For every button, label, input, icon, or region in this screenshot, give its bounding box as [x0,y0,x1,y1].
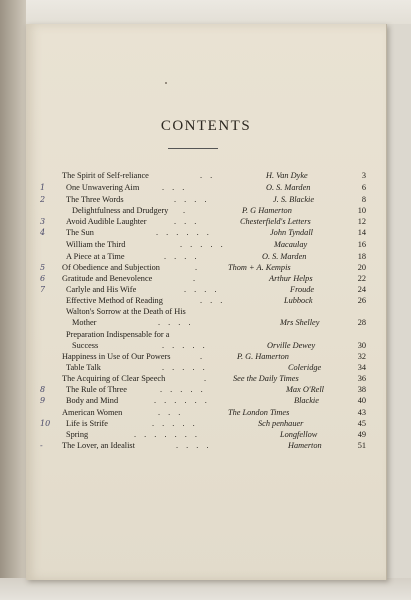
page-number: 24 [357,285,366,294]
leader-dots: . [200,352,206,361]
page-number: 40 [357,396,366,405]
book-page [26,24,387,580]
entry-title: Delightfulness and Drudgery [72,206,169,215]
page-number: 22 [357,274,366,283]
entry-author: O. S. Marden [266,183,311,192]
toc-row [62,362,380,373]
toc-row [62,306,380,317]
entry-author: Chesterfield's Letters [240,217,311,226]
page-number: 49 [357,430,366,439]
entry-title: Gratitude and Benevolence [62,274,153,283]
toc-row [62,251,380,262]
entry-author: J. S. Blackie [273,195,315,204]
handwritten-margin-number: 3 [40,217,46,226]
faint-show-through [102,546,172,552]
leader-dots: . . . . [164,252,200,261]
entry-author: P. G. Hamerton [237,352,289,361]
toc-row [62,170,380,181]
entry-title: The Rule of Three [66,385,127,394]
page-number: 45 [357,419,366,428]
entry-title: Mother [72,318,97,327]
entry-author: Thom + A. Kempis [228,263,291,272]
entry-author: The London Times [228,408,290,417]
toc-row [62,262,380,273]
book-binding [0,0,26,600]
page-number: 3 [361,171,366,180]
toc-row [62,273,380,284]
handwritten-margin-number: 5 [40,263,46,272]
toc-row [62,418,380,429]
handwritten-margin-number: 2 [40,195,46,204]
toc-row [62,295,380,306]
entry-title: Walton's Sorrow at the Death of His [66,307,186,316]
toc-row [62,317,380,328]
page-number: 30 [357,341,366,350]
handwritten-margin-number: 4 [40,228,46,237]
entry-title: Table Talk [66,363,101,372]
leader-dots: . [195,263,201,272]
entry-author: Sch penhauer [258,419,304,428]
entry-title: The Lover, an Idealist [62,441,135,450]
page-number: 14 [357,228,366,237]
leader-dots: . . . [158,408,184,417]
entry-author: Hamerton [288,441,322,450]
handwritten-margin-number: - [40,441,43,450]
toc-row [62,284,380,295]
entry-title: Avoid Audible Laughter [66,217,147,226]
entry-author: Lubbock [284,296,313,305]
entry-title: William the Third [66,240,126,249]
leader-dots: . . . . . . [156,228,212,237]
leader-dots: . . . . . [152,419,198,428]
toc-row [62,429,380,440]
leader-dots: . . . . [174,195,210,204]
toc-row [62,194,380,205]
entry-author: O. S. Marden [262,252,307,261]
page-number: 32 [357,352,366,361]
leader-dots: . . . . . [162,363,208,372]
page-number: 18 [357,252,366,261]
leader-dots: . . . . . . [154,396,210,405]
page-number: 6 [361,183,366,192]
leader-dots: . . [200,171,216,180]
leader-dots: . . . . . [180,240,226,249]
entry-title: Preparation Indispensable for a [66,330,170,339]
leader-dots: . . . [200,296,226,305]
leader-dots: . [204,374,210,383]
page-number: 36 [357,374,366,383]
page-number: 10 [357,206,366,215]
handwritten-margin-number: 7 [40,285,46,294]
entry-author: Max O'Rell [286,385,324,394]
table-of-contents [26,24,386,580]
page-number: 8 [361,195,366,204]
toc-row [62,395,380,406]
page-number: 43 [357,408,366,417]
leader-dots: . . . . . [162,341,208,350]
entry-title: Success [72,341,99,350]
entry-title: One Unwavering Aim [66,183,140,192]
entry-title: Of Obedience and Subjection [62,263,160,272]
page-title: CONTENTS [160,118,252,134]
leader-dots: . . . . [158,318,194,327]
entry-author: Coleridge [288,363,322,372]
toc-row [62,340,380,351]
handwritten-margin-number: 10 [40,419,51,428]
page-number: 26 [357,296,366,305]
entry-title: Body and Mind [66,396,119,405]
entry-title: The Spirit of Self-reliance [62,171,149,180]
entry-author: Macaulay [274,240,308,249]
page-number: 34 [357,363,366,372]
entry-author: P. G Hamerton [242,206,292,215]
toc-row [62,227,380,238]
entry-author: John Tyndall [270,228,313,237]
background-top [0,0,411,24]
entry-title: Carlyle and His Wife [66,285,137,294]
entry-title: Life is Strife [66,419,108,428]
entry-author: Longfellow [280,430,318,439]
leader-dots: . . . . . [160,385,206,394]
handwritten-margin-number: 8 [40,385,46,394]
page-number: 16 [357,240,366,249]
toc-row [62,329,380,340]
page-number: 28 [357,318,366,327]
entry-author: Froude [290,285,315,294]
toc-row [62,407,380,418]
entry-author: Arthur Helps [269,274,313,283]
entry-author: Blackie [294,396,319,405]
entry-title: Spring [66,430,89,439]
leader-dots: . . . . [184,285,220,294]
leader-dots: . . . . [176,441,212,450]
entry-title: A Piece at a Time [66,252,125,261]
entry-title: Happiness in Use of Our Powers [62,352,171,361]
toc-row [62,205,380,216]
handwritten-margin-number: 9 [40,396,46,405]
page-number: 38 [357,385,366,394]
entry-title: The Sun [66,228,94,237]
entry-author: Mrs Shelley [280,318,320,327]
page-number: 12 [357,217,366,226]
handwritten-margin-number: 6 [40,274,46,283]
toc-row [62,182,380,193]
toc-row [62,384,380,395]
page-number: 20 [357,263,366,272]
toc-row [62,239,380,250]
leader-dots: . [193,274,199,283]
entry-author: See the Daily Times [233,374,299,383]
entry-title: Effective Method of Reading [66,296,163,305]
leader-dots: . . . . . . . [134,430,200,439]
entry-author: H. Van Dyke [266,171,308,180]
entry-title: The Acquiring of Clear Speech [62,374,166,383]
leader-dots: . [183,206,189,215]
entry-author: Orville Dewey [267,341,316,350]
toc-row [62,216,380,227]
entry-title: The Three Words [66,195,124,204]
page-number: 51 [357,441,366,450]
toc-row [62,373,380,384]
entry-title: American Women [62,408,123,417]
leader-dots: . . . [174,217,200,226]
toc-row [62,440,380,451]
leader-dots: . . . [162,183,188,192]
background-bottom [0,578,411,600]
handwritten-margin-number: 1 [40,183,46,192]
toc-row [62,351,380,362]
